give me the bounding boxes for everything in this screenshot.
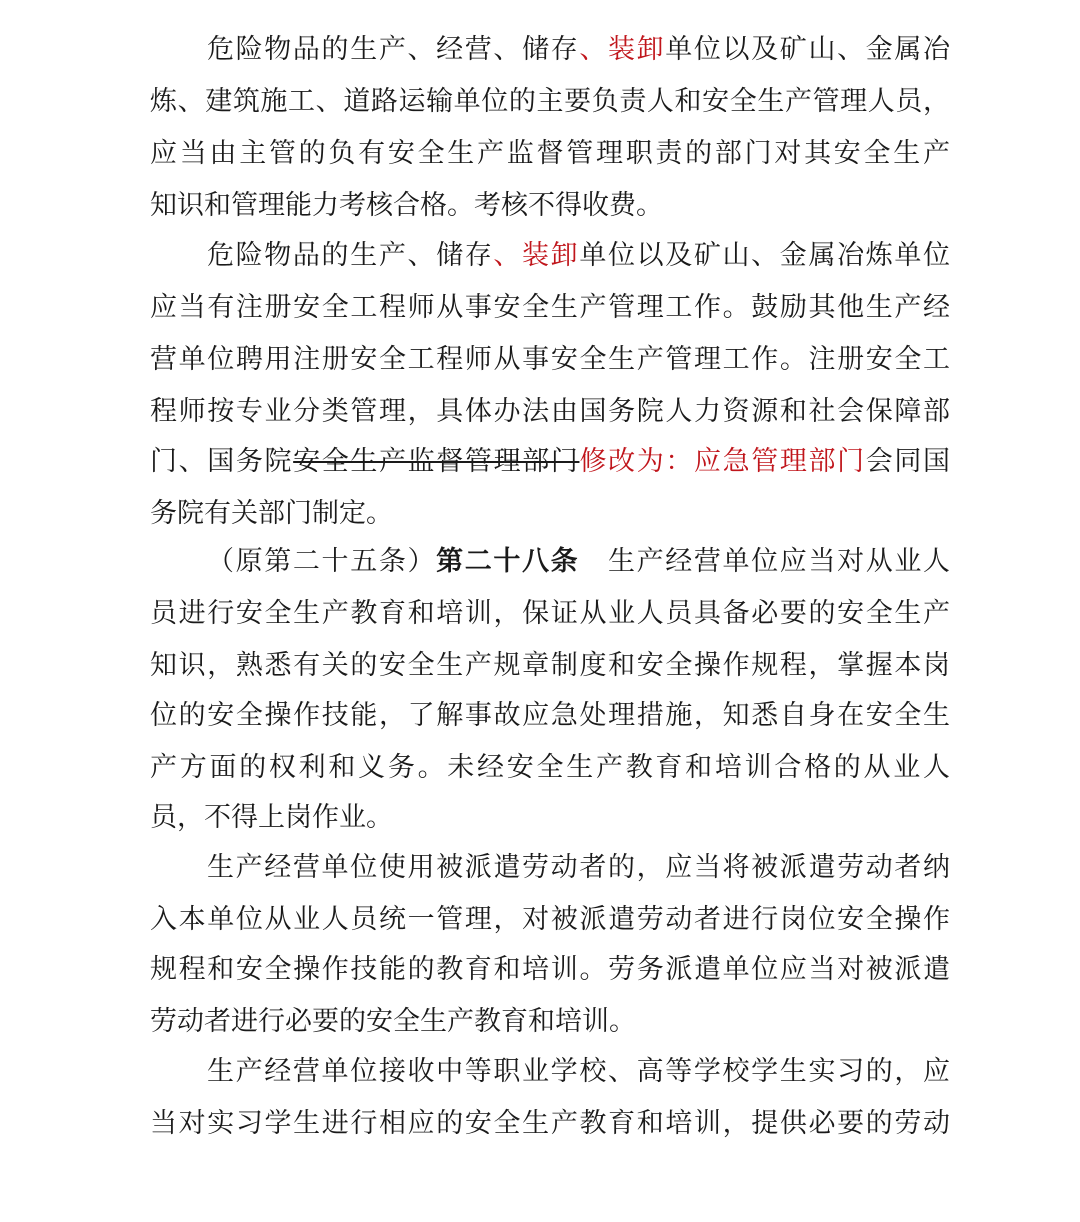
text-span: 单位以及矿山、金属冶: [665, 34, 951, 65]
amendment-insert: 、装卸: [493, 240, 580, 271]
amendment-deletion: 安全生产监督管理部门: [293, 446, 580, 477]
paragraph-line: 规程和安全操作技能的教育和培训。劳务派遣单位应当对被派遣: [150, 954, 950, 985]
paragraph-line: 位的安全操作技能，了解事故应急处理措施，知悉自身在安全生: [150, 700, 950, 731]
paragraph-line: 营单位聘用注册安全工程师从事安全生产管理工作。注册安全工: [150, 344, 950, 375]
paragraph-line: 生产经营单位使用被派遣劳动者的，应当将被派遣劳动者纳: [207, 852, 950, 883]
text-span: 危险物品的生产、经营、储存: [207, 34, 580, 65]
paragraph-line: 炼、建筑施工、道路运输单位的主要负责人和安全生产管理人员，: [150, 86, 950, 117]
text-span: 会同国: [865, 446, 951, 477]
paragraph-line: 劳动者进行必要的安全生产教育和培训。: [150, 1006, 636, 1037]
paragraph-line: 知识，熟悉有关的安全生产规章制度和安全操作规程，掌握本岗: [150, 650, 950, 681]
paragraph-line: 知识和管理能力考核合格。考核不得收费。: [150, 190, 663, 221]
amendment-insert: 修改为：应急管理部门: [579, 446, 866, 477]
paragraph-line: [207, 536, 950, 588]
original-article-ref: （原第二十五条）: [207, 546, 437, 577]
paragraph-line: [207, 24, 950, 76]
text-span: 单位以及矿山、金属冶炼单位: [579, 240, 951, 271]
article-heading: 第二十八条: [436, 546, 580, 577]
paragraph-line: 员进行安全生产教育和培训，保证从业人员具备必要的安全生产: [150, 598, 950, 629]
paragraph-line: 务院有关部门制定。: [150, 498, 393, 529]
paragraph-line: 产方面的权利和义务。未经安全生产教育和培训合格的从业人: [150, 752, 950, 783]
paragraph-line: 应当由主管的负有安全生产监督管理职责的部门对其安全生产: [150, 138, 950, 169]
paragraph-line: 入本单位从业人员统一管理，对被派遣劳动者进行岗位安全操作: [150, 904, 950, 935]
paragraph-line: [207, 230, 950, 282]
paragraph-line: 应当有注册安全工程师从事安全生产管理工作。鼓励其他生产经: [150, 292, 950, 323]
paragraph-line: 生产经营单位接收中等职业学校、高等学校学生实习的，应: [207, 1056, 950, 1087]
text-span: 生产经营单位应当对从业人: [579, 546, 951, 577]
text-span: 门、国务院: [150, 446, 294, 477]
paragraph-line: 员，不得上岗作业。: [150, 802, 393, 833]
text-span: 危险物品的生产、储存: [207, 240, 494, 271]
paragraph-line: 当对实习学生进行相应的安全生产教育和培训，提供必要的劳动: [150, 1108, 950, 1139]
paragraph-line: [150, 436, 950, 488]
paragraph-line: 程师按专业分类管理，具体办法由国务院人力资源和社会保障部: [150, 396, 950, 427]
amendment-insert: 、装卸: [579, 34, 666, 65]
